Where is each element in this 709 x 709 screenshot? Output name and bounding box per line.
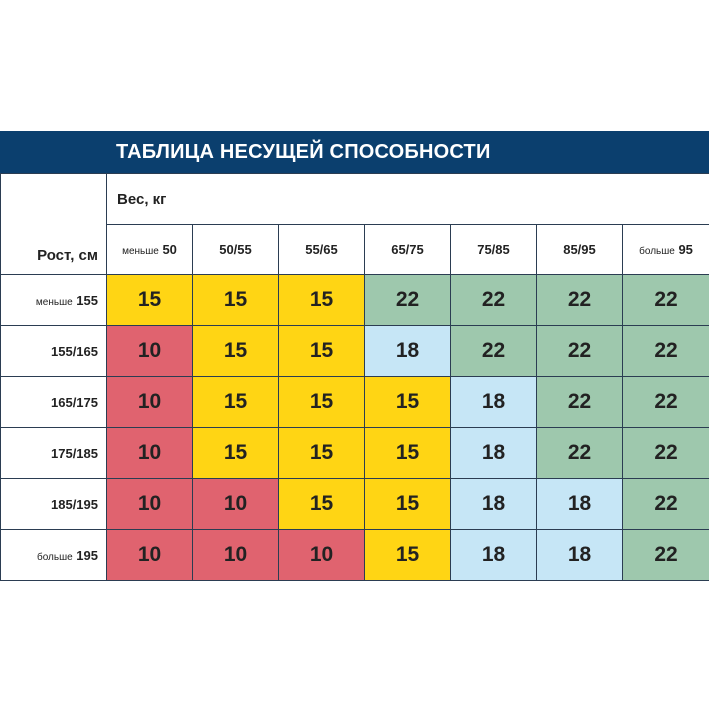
table-row — [1, 326, 709, 377]
capacity-cell: 22 — [537, 377, 623, 428]
capacity-cell: 18 — [537, 530, 623, 581]
weight-column-header — [623, 225, 709, 275]
capacity-cell: 15 — [279, 377, 365, 428]
capacity-cell: 15 — [365, 479, 451, 530]
table-row — [1, 275, 709, 326]
table-row — [1, 428, 709, 479]
height-row-value: 155/165 — [51, 343, 98, 359]
weight-axis-label: Вес, кг — [107, 174, 709, 225]
weight-column-header — [193, 225, 279, 275]
height-row-value: 155 — [76, 292, 98, 308]
height-row-value: 175/185 — [51, 445, 98, 461]
height-axis-label: Рост, см — [1, 174, 107, 275]
capacity-cell: 15 — [193, 428, 279, 479]
capacity-cell: 22 — [623, 530, 709, 581]
capacity-cell: 18 — [451, 479, 537, 530]
weight-column-value: 50/55 — [219, 242, 252, 257]
capacity-cell: 10 — [107, 326, 193, 377]
height-row-header — [1, 530, 107, 581]
capacity-cell: 18 — [451, 377, 537, 428]
capacity-cell: 22 — [623, 377, 709, 428]
weight-column-prefix: больше — [639, 246, 675, 257]
capacity-cell: 22 — [623, 428, 709, 479]
weight-header-row — [1, 174, 709, 225]
capacity-cell: 10 — [107, 428, 193, 479]
table-row — [1, 530, 709, 581]
capacity-cell: 15 — [107, 275, 193, 326]
weight-column-header — [451, 225, 537, 275]
weight-column-value: 50 — [162, 242, 177, 257]
weight-column-value: 85/95 — [563, 242, 596, 257]
capacity-cell: 10 — [193, 530, 279, 581]
table-row — [1, 479, 709, 530]
capacity-cell: 22 — [623, 326, 709, 377]
capacity-table-panel — [0, 131, 709, 581]
table-row — [1, 377, 709, 428]
weight-columns-row — [1, 225, 709, 275]
capacity-cell: 22 — [451, 326, 537, 377]
capacity-cell: 22 — [537, 326, 623, 377]
height-row-value: 165/175 — [51, 394, 98, 410]
capacity-cell: 15 — [365, 428, 451, 479]
height-row-prefix: меньше — [35, 296, 73, 308]
capacity-cell: 18 — [451, 530, 537, 581]
capacity-cell: 18 — [451, 428, 537, 479]
capacity-table — [0, 173, 709, 581]
height-row-header — [1, 275, 107, 326]
weight-column-prefix: меньше — [122, 246, 159, 257]
capacity-cell: 22 — [451, 275, 537, 326]
capacity-cell: 22 — [537, 428, 623, 479]
capacity-cell: 15 — [279, 428, 365, 479]
capacity-cell: 15 — [365, 377, 451, 428]
capacity-cell: 10 — [107, 530, 193, 581]
height-row-header — [1, 377, 107, 428]
capacity-cell: 15 — [279, 275, 365, 326]
weight-column-value: 95 — [678, 242, 693, 257]
capacity-cell: 22 — [365, 275, 451, 326]
capacity-cell: 18 — [365, 326, 451, 377]
capacity-cell: 10 — [279, 530, 365, 581]
title-bar — [0, 131, 709, 173]
weight-column-header — [537, 225, 623, 275]
height-row-prefix: больше — [36, 551, 73, 563]
capacity-cell: 10 — [193, 479, 279, 530]
capacity-cell: 22 — [537, 275, 623, 326]
capacity-cell: 15 — [193, 275, 279, 326]
capacity-cell: 18 — [537, 479, 623, 530]
height-row-header — [1, 479, 107, 530]
capacity-cell: 15 — [193, 326, 279, 377]
capacity-cell: 22 — [623, 479, 709, 530]
height-row-header — [1, 428, 107, 479]
weight-column-value: 75/85 — [477, 242, 510, 257]
weight-column-value: 65/75 — [391, 242, 424, 257]
weight-column-header — [279, 225, 365, 275]
capacity-cell: 15 — [279, 326, 365, 377]
weight-column-header — [107, 225, 193, 275]
capacity-cell: 15 — [279, 479, 365, 530]
height-row-header — [1, 326, 107, 377]
height-row-value: 195 — [76, 547, 98, 563]
capacity-cell: 15 — [193, 377, 279, 428]
capacity-cell: 22 — [623, 275, 709, 326]
weight-column-header — [365, 225, 451, 275]
capacity-cell: 10 — [107, 479, 193, 530]
weight-column-value: 55/65 — [305, 242, 338, 257]
table-title: ТАБЛИЦА НЕСУЩЕЙ СПОСОБНОСТИ — [116, 140, 491, 163]
capacity-cell: 10 — [107, 377, 193, 428]
height-row-value: 185/195 — [51, 496, 98, 512]
capacity-cell: 15 — [365, 530, 451, 581]
